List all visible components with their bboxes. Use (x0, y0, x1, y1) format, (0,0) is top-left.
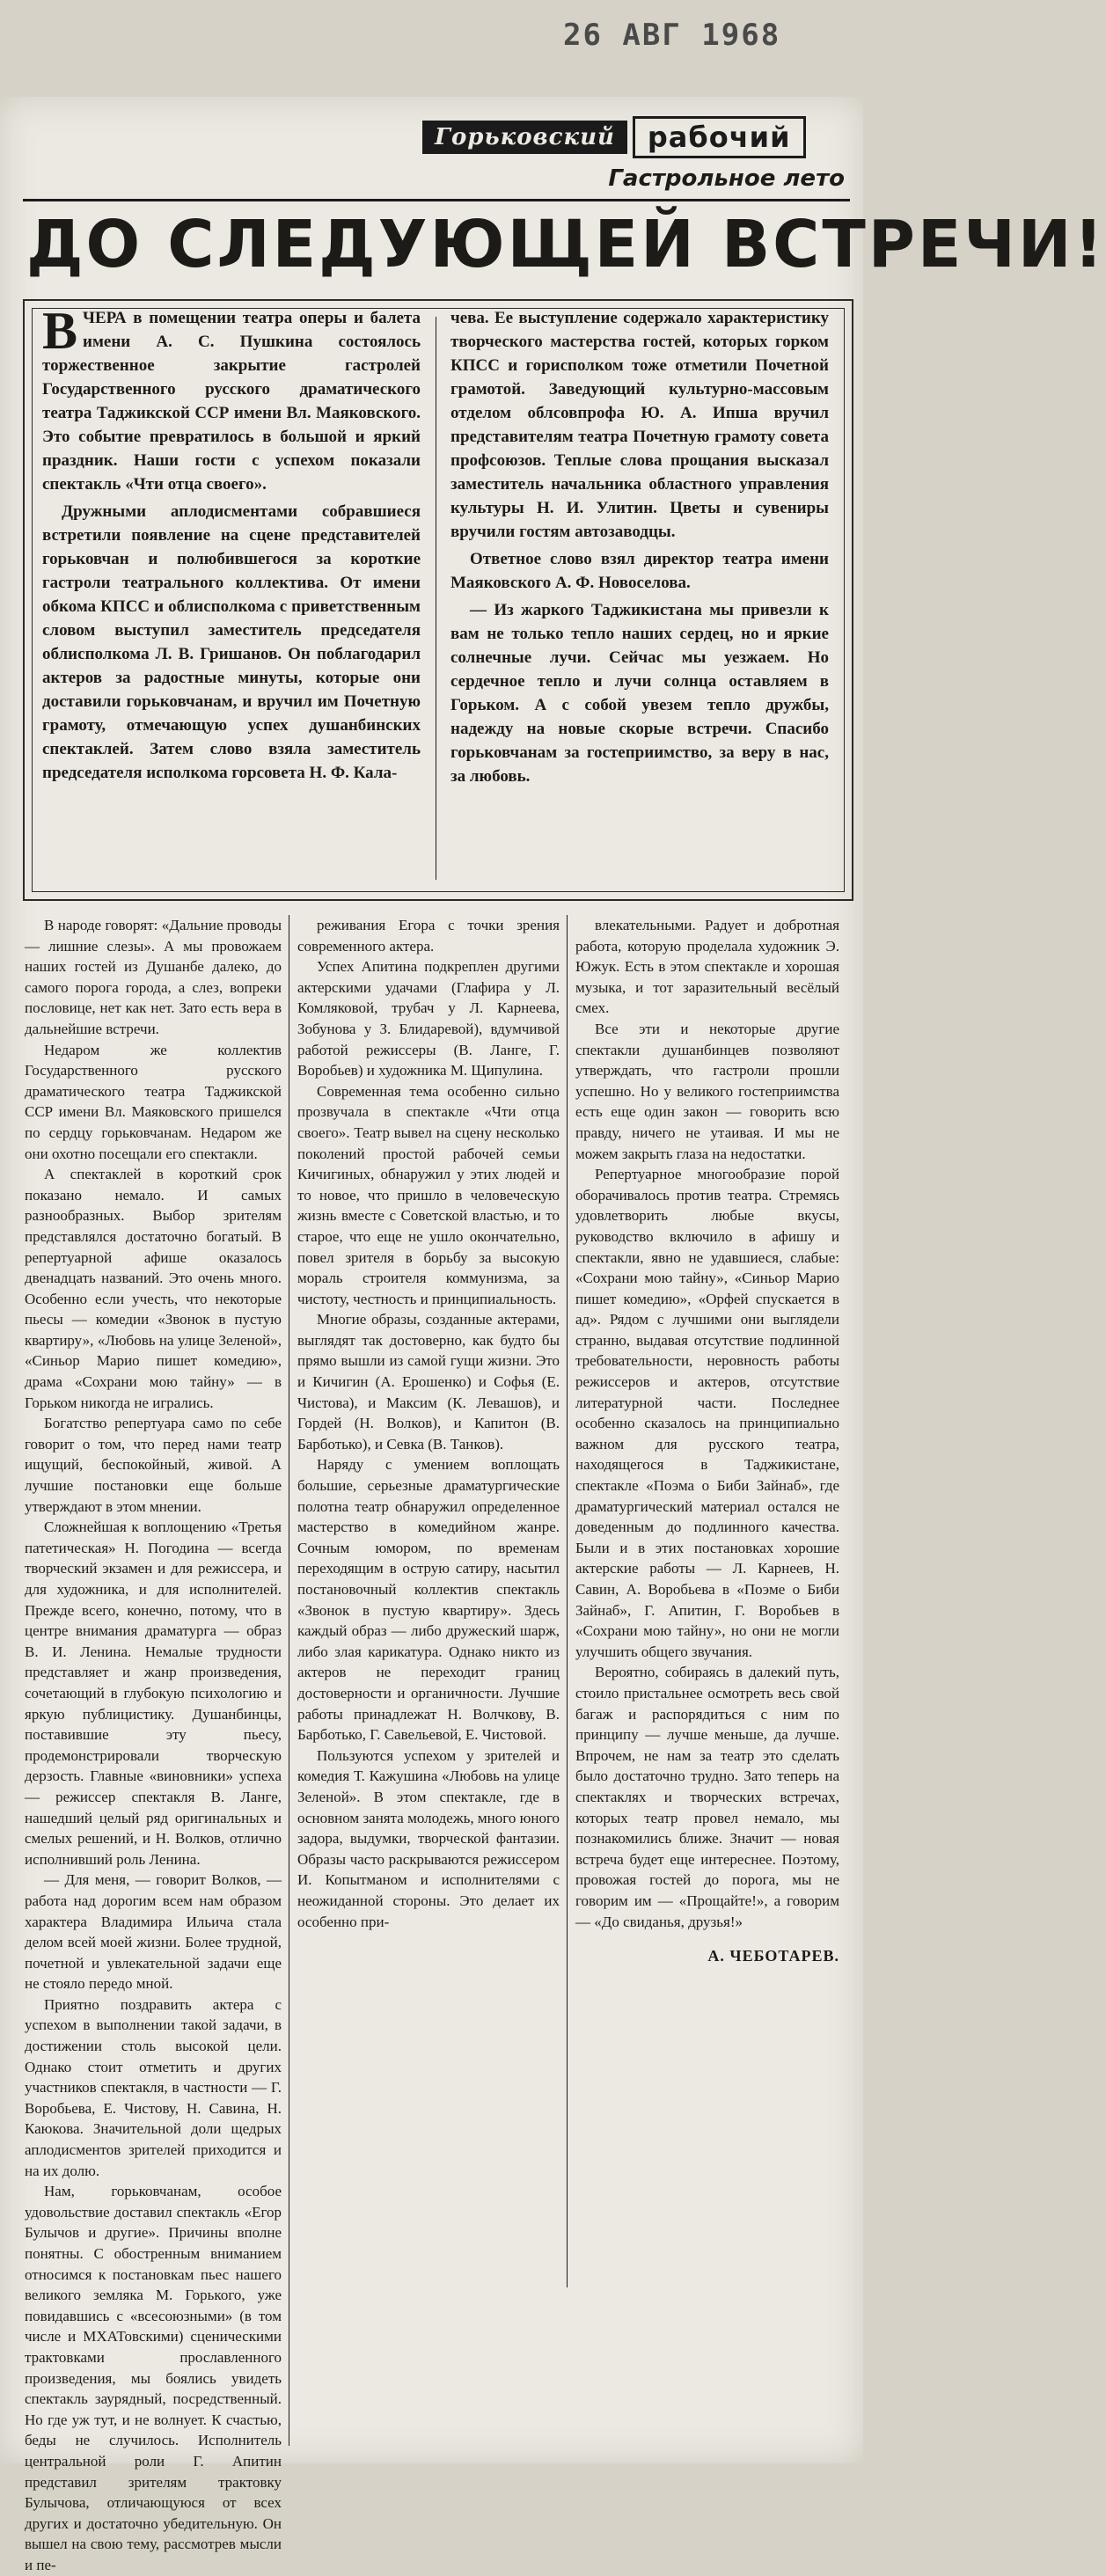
body-paragraph: Сложнейшая к воплощению «Третья патетическая» Н. Погодина — всегда творческий экзамен и для режиссера, и для художника, и для исполнителей. Прежде всего, конечно, потому, что в центре внимания драматурга — образ В. И. Ленина. Немалые трудности представляет и жанр произведения, сочетающий в глубокую психологию и яркую публицистику. Душанбинцы, поставившие эту пьесу, продемонстрировали творческую дерзость. Главные «виновники» успеха — режиссер спектакля В. Ланге, нашедший целый ряд оригинальных и смелых решений, и Н. Волков, отлично исполнивший роль Ленина. (25, 1519, 282, 1868)
body-column-1 (25, 915, 282, 2573)
body-paragraph: Успех Апитина подкреплен другими актерскими удачами (Глафира у Л. Комляковой, трубач у Л. Карнеева, Зобунова у З. Блидаревой), вдумчивой работой режиссеры (В. Ланге, Г. Воробьев) и художника М. Щипулина. (297, 958, 560, 1079)
lead-column-2 (450, 306, 829, 896)
body-paragraph: влекательными. Радует и добротная работа, которую проделала художник Э. Южук. Есть в этом спектакле и хорошая музыка, и тот заразительный весёлый смех. (575, 917, 839, 1017)
body-paragraph: В народе говорят: «Дальние проводы — лишние слезы». А мы провожаем наших гостей из Душанбе далеко, до самого порога города, а слез, вопреки пословице, нет как нет. Зато есть вера в дальнейшие встречи. (25, 917, 282, 1037)
body-column-2 (297, 915, 560, 2446)
body-paragraph: Нам, горьковчанам, особое удовольствие доставил спектакль «Егор Булычов и другие». Причины вполне понятны. С обостренным вниманием относимся к постановкам пьес нашего великого земляка М. Горького, уже повидавшись с «всесоюзными» (в том числе и МХАТовскими) сценическими трактовками прославленного произведения, мы боялись увидеть спектакль заурядный, посредственный. Но где уж тут, и не волнует. К счастью, беды не случилось. Исполнитель центральной роли Г. Апитин представил зрителям трактовку Булычова, отличающуюся от всех других и достаточно убедительную. Он вышел на свою тему, рассмотрев мысли и пе- (25, 2183, 282, 2573)
body-paragraph: А спектаклей в короткий срок показано немало. И самых разнообразных. Выбор зрителям представлялся достаточно богатый. В репертуарной афише оказалось двенадцать названий. Это очень много. Особенно если учесть, что некоторые пьесы — комедии «Звонок в пустую квартиру», «Любовь на улице Зеленой», «Синьор Марио пишет комедию», драма «Сохрани мою тайну» — в Горьком никогда не игрались. (25, 1166, 282, 1411)
body-paragraph: реживания Егора с точки зрения современного актера. (297, 917, 560, 955)
lead-text: ЧЕРА в помещении театра оперы и балета имени А. С. Пушкина состоялось торжественное закрытие гастролей Государственного русского драматического театра Таджикской ССР имени Вл. Маяковского. Это событие превратилось в большой и яркий праздник. Наши гости с успехом показали спектакль «Чти отца своего». (42, 309, 421, 494)
lead-paragraph: Ответное слово взял директор театра имени Маяковского А. Ф. Новоселова. (450, 550, 829, 592)
body-paragraph: Многие образы, созданные актерами, выглядят так достоверно, как будто бы прямо вышли из самой гущи жизни. Это и Кичигин (А. Ерошенко) и Софья (Е. Чистова), и Максим (К. Левашов), и Гордей (Н. Волков), и Капитон (В. Барботько), и Севка (В. Танков). (297, 1311, 560, 1453)
body-paragraph: Богатство репертуара само по себе говорит о том, что перед нами театр ищущий, беспокойный, живой. А лучшие постановки еще больше утверждают в этом мнении. (25, 1415, 282, 1515)
body-paragraph: — Для меня, — говорит Волков, — работа над дорогим всем нам образом характера Владимира Ильича стала делом всей моей жизни. Более трудной, почетной и увлекательной задачи еще не стояло передо мной. (25, 1871, 282, 1993)
lead-paragraph: — Из жаркого Таджикистана мы привезли к вам не только тепло наших сердец, но и яркие солнечные лучи. Сейчас мы уезжаем. Но сердечное тепло и лучи солнца оставляем в Горьком. А с собой увезем тепло дружбы, надежду на новые скорые встречи. Спасибо горьковчанам за гостеприимство, за веру в нас, за любовь. (450, 601, 829, 786)
masthead-right: рабочий (633, 116, 806, 158)
body-paragraph: Репертуарное многообразие порой оборачивалось против театра. Стремясь удовлетворить любые вкусы, руководство включило в афишу и спектакли, явно не удавшиеся, слабые: «Сохрани мою тайну», «Синьор Марио пишет комедию», «Орфей спускается в ад». Рядом с лучшими они выглядели странно, выдавая отсутствие подлинной требовательности, неровность работы режиссеров и актеров, отсутствие литературной части. Последнее особенно сказалось на принципиально важном для русского театра, находящегося в Таджикистане, спектакле «Поэма о Биби Зайнаб», где драматургический материал остался не доведенным до подлинного качества. Были и в этих постановках хорошие актерские работы — Л. Карнеев, Н. Савин, А. Воробьева в «Поэме о Биби Зайнаб», Г. Апитин, Г. Воробьев в «Сохрани мою тайну», но они не могли улучшить общего звучания. (575, 1166, 839, 1660)
body-paragraph: Пользуются успехом у зрителей и комедия Т. Кажушина «Любовь на улице Зеленой». В этом спектакле, где в основном занята молодежь, много юного задора, выдумки, творческой фантазии. Образы часто раскрываются режиссером И. Копытманом и исполнителями с неожиданной стороны. Это делает их особенно при- (297, 1746, 560, 1930)
body-paragraph: Вероятно, собираясь в далекий путь, стоило пристальнее осмотреть весь свой багаж и распорядиться с ним по принципу — лучше меньше, да лучше. Впрочем, не нам за театр это сделать было достаточно трудно. Зато теперь на спектаклях и творческих встречах, которых театр провел немало, мы познакомились ближе. Значит — новая встреча будет еще интереснее. Поэтому, провожая гостей до порога, мы не говорим им — «Прощайте!», а говорим — «До свиданья, друзья!» (575, 1664, 839, 1930)
column-divider-2 (567, 915, 568, 2287)
body-paragraph: Все эти и некоторые другие спектакли душанбинцев позволяют утверждать, что гастроли прошли успешно. Но у великого гостеприимства есть еще один закон — говорить всю правду, ничего не утаивая. И мы не можем закрыть глаза на недостатки. (575, 1020, 839, 1162)
masthead-left: Горьковский (422, 121, 627, 154)
rubric: Гастрольное лето (608, 165, 845, 192)
lead-paragraph: Дружными аплодисментами собравшиеся встретили появление на сцене представителей горьковчан и полюбившегося за короткие гастроли театрального коллектива. От имени обкома КПСС и облисполкома с приветственным словом выступил заместитель председателя облисполкома Л. В. Гришанов. Он поблагодарил актеров за радостные минуты, которые они доставили горьковчанам, и вручил им Почетную грамоту, отмечающую успех душанбинских спектаклей. Затем слово взяла заместитель председателя исполкома горсовета Н. Ф. Кала- (42, 502, 421, 782)
headline: ДО СЛЕДУЮЩЕЙ ВСТРЕЧИ! (26, 207, 1106, 282)
body-paragraph: Приятно поздравить актера с успехом в выполнении такой задачи, в достижении столь высокой цели. Однако стоит отметить и других участников спектакля, в частности — Г. Воробьева, Е. Чистову, Н. Савина, Н. Каюкова. Значительной доли щедрых аплодисментов зрителей приходится и на их долю. (25, 1995, 282, 2179)
body-paragraph: Наряду с умением воплощать большие, серьезные драматургические полотна театр обнаружил определенное мастерство в комедийном жанре. Сочным юмором, по временам переходящим в острую сатиру, насытил постановочный коллектив спектакль «Звонок в пустую квартиру». Здесь каждый образ — либо дружеский шарж, либо злая карикатура. Однако никто из актеров не переходит границ достоверности и органичности. Лучшие работы принадлежат Н. Волчкову, В. Барботько, Г. Савельевой, Е. Чистовой. (297, 1456, 560, 1744)
author-signature: А. ЧЕБОТАРЕВ. (707, 1947, 839, 1965)
lead-paragraph (42, 302, 421, 496)
lead-column-1 (42, 302, 421, 896)
body-column-3 (575, 915, 839, 2287)
masthead (422, 113, 849, 162)
body-paragraph: Недаром же коллектив Государственного русского драматического театра Таджикской ССР имени Вл. Маяковского пришелся по сердцу горьковчанам. Недаром же они охотно посещали его спектакли. (25, 1041, 282, 1162)
body-paragraph: Современная тема особенно сильно прозвучала в спектакле «Чти отца своего». Театр вывел на сцену несколько поколений простой рабочей семьи Кичигиных, обнаружил у этих людей и то новое, что пришло в человеческую жизнь вместе с Советской властью, и то старое, что еще не ушло окончательно, повел зрителя в борьбу за высокую мораль строителя коммунизма, за чистоту, честность и принципиальность. (297, 1082, 560, 1307)
date-stamp: 26 АВГ 1968 (563, 18, 781, 53)
drop-cap: В (42, 302, 78, 360)
lead-paragraph: чева. Ее выступление содержало характеристику творческого мастерства гостей, которых горком КПСС и горисполком тоже отметили Почетной грамотой. Заведующий культурно-массовым отделом облсовпрофа Ю. А. Ипша вручил представителям театра Почетную грамоту совета профсоюзов. Теплые слова прощания высказал заместитель начальника областного управления культуры Н. И. Улитин. Цветы и сувениры вручили гостям автозаводцы. (450, 309, 829, 541)
